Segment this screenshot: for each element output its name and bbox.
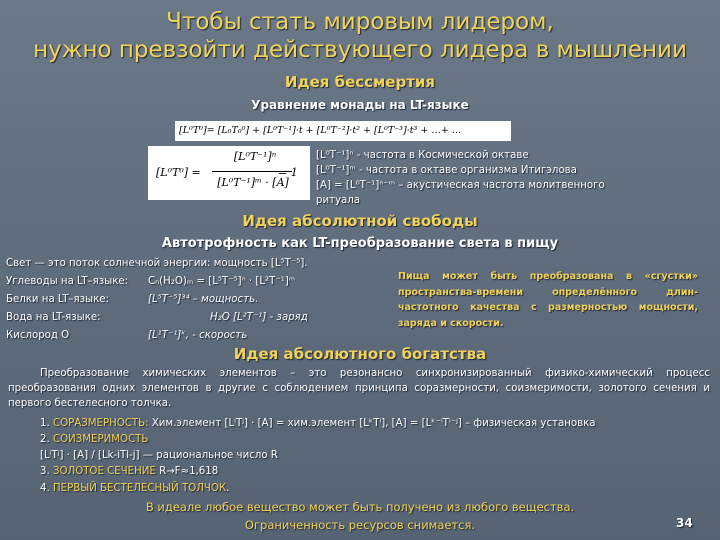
legend-line-4: ритуала [316, 195, 361, 206]
monad-fraction [148, 146, 310, 200]
item-4-num: 4. [40, 483, 50, 494]
freedom-note: Пища может быть преобразована в «сгустки» пространства-времени определённого длин-частотного качества с размерностью мощности, заряда и скорости. [398, 271, 698, 329]
item-3-text: R→F≈1,618 [155, 466, 219, 477]
item-2b-text: [LⁱTʲ] · [A] / [Lk-iTl-j] — рациональное число R [40, 450, 278, 461]
page-number: 34 [676, 516, 693, 530]
freedom-line-5-value: [L¹T⁻¹]ᵏ, - скорость [148, 330, 248, 341]
item-2-num: 2. [40, 434, 50, 445]
fraction-denominator: [L⁰T⁻¹]ᵐ · [A] [217, 176, 289, 189]
item-1-text: Хим.элемент [LⁱTʲ] · [A] = хим.элемент [LᵏTˡ], [A] = [Lᵏ⁻ⁱTˡ⁻ʲ] – физическая установка [148, 418, 596, 429]
freedom-line-3-value: [L⁵T⁻⁵]³⁴ – мощность. [148, 294, 259, 305]
item-4-key: ПЕРВЫЙ БЕСТЕЛЕСНЫЙ ТОЛЧОК [52, 483, 227, 494]
legend-line-2: [L⁰T⁻¹]ᵐ - частота в октаве организма Итигэлова [316, 165, 577, 176]
wealth-item-4 [40, 481, 229, 496]
wealth-item-2 [40, 432, 148, 447]
slide-title-line1: Чтобы стать мировым лидером, [166, 9, 554, 35]
item-4-text: . [226, 483, 230, 494]
slide-title-line2: нужно превзойти действующего лидера в мышлении [33, 37, 687, 63]
item-1-key: СОРАЗМЕРНОСТЬ: [52, 418, 149, 429]
freedom-heading: Идея абсолютной свободы [242, 212, 478, 230]
immortality-heading: Идея бессмертия [284, 73, 436, 91]
freedom-line-4-label: Вода на LT-языке: [6, 312, 101, 323]
fraction-right: = 1 [278, 166, 298, 179]
footer-line-1: В идеале любое вещество может быть получено из любого вещества. [145, 500, 575, 514]
wealth-item-2b [40, 448, 278, 463]
fraction-numerator: [L⁰T⁻¹]ⁿ [233, 150, 277, 163]
wealth-heading: Идея абсолютного богатства [233, 345, 487, 363]
freedom-line-3-label: Белки на LT–языке: [6, 294, 109, 305]
legend-line-3: [A] = [L⁰T⁻¹]ⁿ⁻ᵐ – акустическая частота молитвенного [316, 180, 605, 191]
immortality-subheading: Уравнение монады на LT-языке [251, 98, 469, 112]
freedom-line-1-label: Свет — это поток солнечной энергии: мощность [L⁵T⁻⁵]. [6, 258, 308, 269]
freedom-line-5-label: Кислород О [6, 330, 70, 341]
freedom-line-4-value: H₂O [L²T⁻¹] - заряд [210, 312, 308, 323]
freedom-line-2-value: Cₙ(H₂O)ₘ = [L⁵T⁻⁵]ⁿ · [L²T⁻¹]ᵐ [148, 276, 296, 287]
wealth-item-1 [40, 416, 596, 431]
item-3-key: ЗОЛОТОЕ СЕЧЕНИЕ [52, 466, 156, 477]
freedom-subheading: Автотрофность как LT-преобразование света в пищу [161, 236, 559, 251]
wealth-paragraph: Преобразование химических элементов – это резонансно синхронизированный физико-химический процесс преобразования одних элементов в другие с соблюдением принципа соразмерности, соизмеримости, золотого сечения и первого бестелесного толчка. [8, 368, 710, 409]
item-1-num: 1. [40, 418, 50, 429]
item-3-num: 3. [40, 466, 50, 477]
fraction-left: [L⁰T⁰] = [156, 166, 201, 179]
legend-line-1: [L⁰T⁻¹]ⁿ - частота в Космической октаве [316, 150, 529, 161]
freedom-line-2-label: Углеводы на LT–языке: [6, 276, 129, 287]
item-2-key: СОИЗМЕРИМОСТЬ [52, 434, 149, 445]
footer-line-2: Ограниченность ресурсов снимается. [244, 518, 476, 532]
wealth-item-3 [40, 464, 218, 479]
monad-equation: [L⁰T⁰]= [L₀T₀⁰] + [L⁰T⁻¹]·t + [L⁰T⁻²]·t² + [L⁰T⁻³]·t³ + …+ … [175, 121, 511, 141]
